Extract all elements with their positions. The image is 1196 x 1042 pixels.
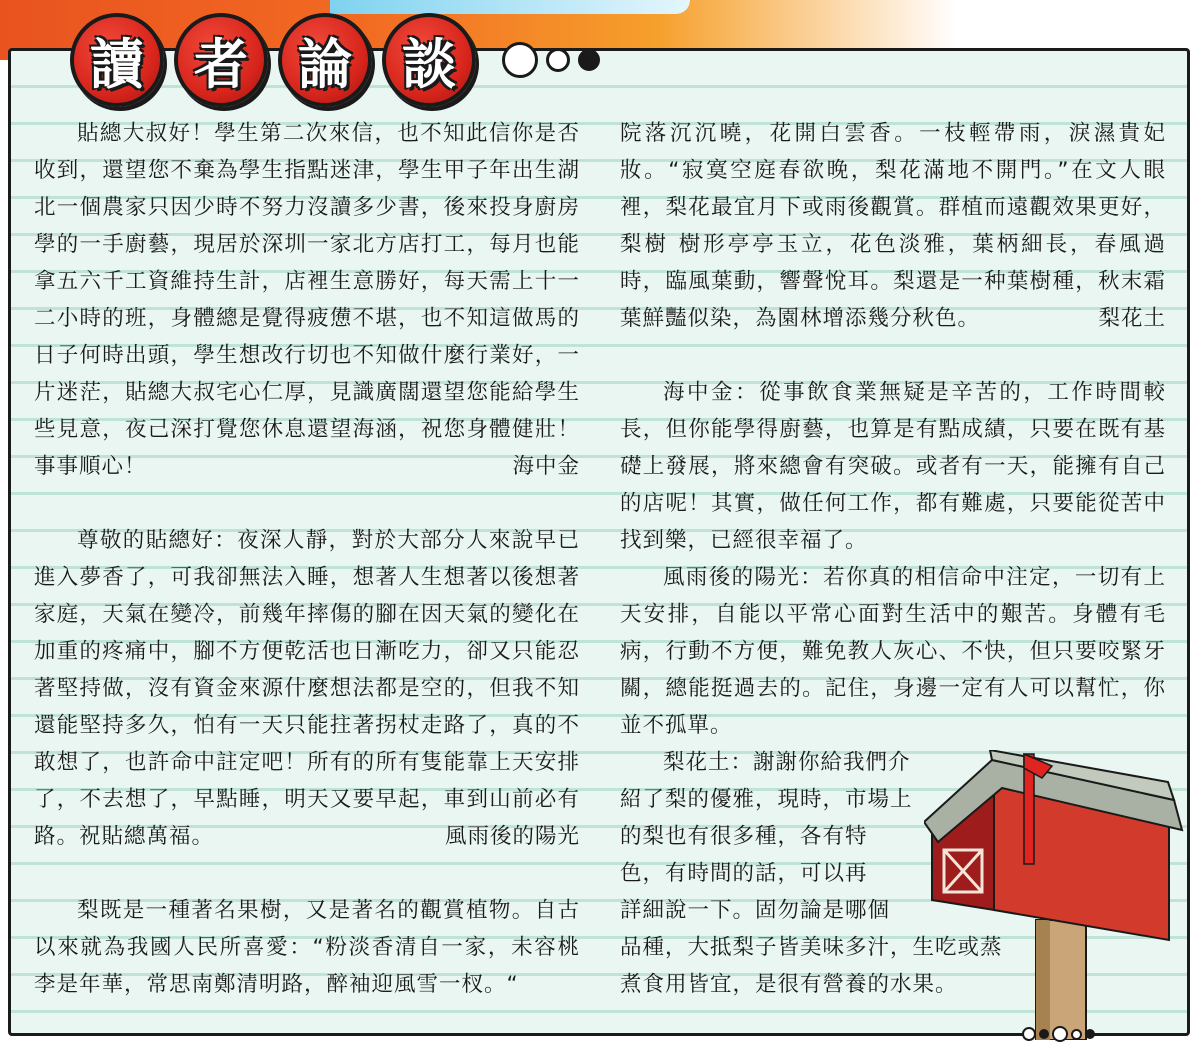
letter-2-body: 尊敬的貼總好：夜深人靜，對於大部分人來說早已進入夢香了，可我卻無法入睡，想著人生想著以後想著家庭，天氣在變冷，前幾年摔傷的腳在因天氣的變化在加重的疼痛中，腳不方便乾活也日漸吃力，卻又只能忍著堅持做，沒有資金來源什麼想法都是空的，但我不知還能堅持多久，怕有一天只能拄著拐杖走路了，真的不敢想了，也許命中註定吧！所有的所有隻能靠上天安排了，不去想了，早點睡，明天又要早起，車到山前必有路。祝貼總萬福。 [34,528,580,849]
letter-2-signature: 風雨後的陽光 [444,824,580,849]
title-char-1: 讀 [70,13,164,107]
reply-1: 海中金：從事飲食業無疑是辛苦的，工作時間較長，但你能學得廚藝，也算是有點成績，只要在既有基礎上發展，將來總會有突破。或者有一天，能擁有自己的店呢！其實，做任何工作，都有難處，只要能從苦中找到樂，已經很幸福了。 [620,380,1166,553]
title-dots-icon [502,42,608,78]
letter-1-signature: 海中金 [512,454,580,479]
footer-dots-icon [1022,1026,1098,1042]
panel-corner-decoration [8,69,37,133]
reply-3-line: 品種，大抵梨子皆美味多汁，生吃或蒸 [620,935,1003,960]
left-column [34,115,580,1003]
section-title [70,10,608,110]
reply-3-line: 煮食用皆宜，是很有營養的水果。 [620,972,958,997]
reply-3-line: 的梨也有很多種，各有特 [620,824,868,849]
title-char-3: 論 [278,13,372,107]
title-char-4: 談 [382,13,476,107]
letter-1-body: 貼總大叔好！學生第二次來信，也不知此信你是否收到，還望您不棄為學生指點迷津，學生甲子年出生湖北一個農家只因少時不努力沒讀多少書，後來投身廚房學的一手廚藝，現居於深圳一家北方店打工，每月也能拿五六千工資維持生計，店裡生意勝好，每天需上十一二小時的班，身體總是覺得疲憊不堪，也不知這做馬的日子何時出頭，學生想改行切也不知做什麼行業好，一片迷茫，貼總大叔宅心仁厚，見識廣闊還望您能給學生些見意，夜己深打覺您休息還望海涵，祝您身體健壯！事事順心！ [34,121,580,479]
reply-3-line: 紹了梨的優雅，現時，市場上 [620,787,913,812]
letter-3-body-end: 院落沉沉曉，花開白雲香。一枝輕帶雨，淚濕貴妃妝。“寂寞空庭春欲晚，梨花滿地不開門。”在文人眼裡，梨花最宜月下或雨後觀賞。群植而遠觀效果更好， 梨樹 樹形亭亭玉立，花色淡雅，葉柄細長，春風過時，臨風葉動，響聲悅耳。梨還是一种葉樹種，秋末霜葉鮮豔似染，為園林增添幾分秋色。 [620,121,1166,331]
reply-3-line: 詳細說一下。固勿論是哪個 [620,898,891,923]
reply-3-line: 梨花土：謝謝你給我們介 [663,750,911,775]
title-char-2: 者 [174,13,268,107]
letter-3-body-start: 梨既是一種著名果樹，又是著名的觀賞植物。自古以來就為我國人民所喜愛：“粉淡香清自一家，未容桃李是年華，常思南鄭清明路，醉袖迎風雪一杈。“ [34,898,580,997]
mailbox-icon [924,750,1186,1040]
letter-3-signature: 梨花土 [1098,306,1166,331]
reply-3-line: 色，有時間的話，可以再 [620,861,868,886]
reply-2: 風雨後的陽光：若你真的相信命中注定，一切有上天安排，自能以平常心面對生活中的艱苦。身體有毛病，行動不方便，難免教人灰心、不快，但只要咬緊牙關，總能挺過去的。記住，身邊一定有人可以幫忙，你並不孤單。 [620,565,1166,738]
